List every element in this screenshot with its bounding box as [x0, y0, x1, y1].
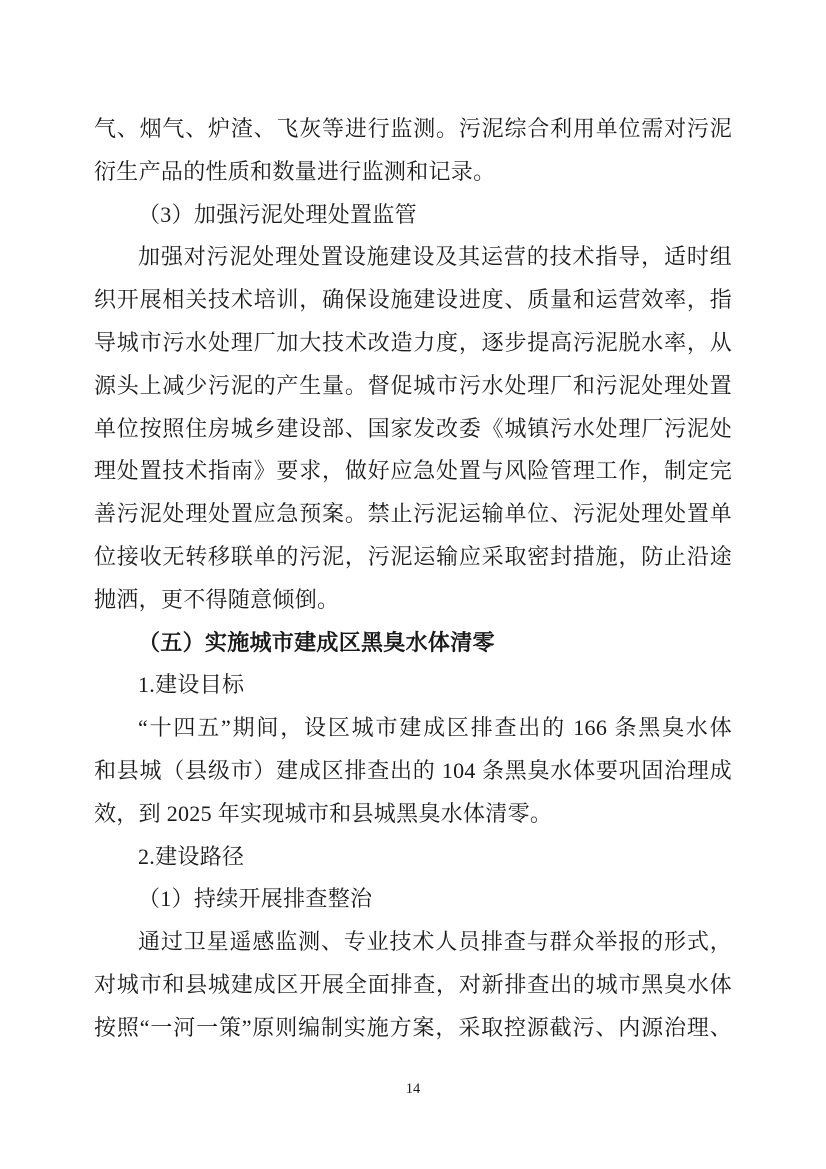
paragraph: [94, 707, 732, 835]
text-line: 理处置技术指南》要求，做好应急处置与风险管理工作，制定完: [94, 458, 732, 484]
heading-level-3: [94, 194, 732, 237]
text-line: 对城市和县城建成区开展全面排查，对新排查出的城市黑臭水体: [94, 971, 732, 997]
heading-text: （1）持续开展排查整治: [138, 886, 373, 912]
paragraph: [94, 236, 732, 621]
text-line: 衍生产品的性质和数量进行监测和记录。: [94, 158, 496, 184]
heading-level-2: [94, 664, 732, 707]
text-line: 和县城（县级市）建成区排查出的 104 条黑臭水体要巩固治理成: [94, 757, 732, 783]
text-line: 单位按照住房城乡建设部、国家发改委《城镇污水处理厂污泥处: [94, 415, 732, 441]
page-number: 14: [405, 1081, 421, 1097]
text-line: 气、烟气、炉渣、飞灰等进行监测。污泥综合利用单位需对污泥: [94, 116, 732, 141]
heading-level-1: [94, 622, 732, 665]
text-line: 善污泥处理处置应急预案。禁止污泥运输单位、污泥处理处置单: [94, 501, 732, 527]
text-line: 效，到 2025 年实现城市和县城黑臭水体清零。: [94, 800, 553, 826]
paragraph: [94, 108, 732, 194]
text-line: 源头上减少污泥的产生量。督促城市污水处理厂和污泥处理处置: [94, 372, 732, 398]
heading-text: （五）实施城市建成区黑臭水体清零: [138, 629, 495, 655]
heading-level-2: [94, 836, 732, 879]
paragraph: [94, 921, 732, 1049]
text-line: “十四五”期间，设区城市建成区排查出的 166 条黑臭水体: [138, 715, 732, 741]
text-line: 加强对污泥处理处置设施建设及其运营的技术指导，适时组: [138, 244, 732, 270]
heading-text: 1.建设目标: [138, 672, 245, 698]
heading-text: （3）加强污泥处理处置监管: [138, 201, 417, 227]
text-line: 按照“一河一策”原则编制实施方案，采取控源截污、内源治理、: [94, 1014, 732, 1040]
text-line: 抛洒，更不得随意倾倒。: [94, 586, 340, 612]
text-line: 织开展相关技术培训，确保设施建设进度、质量和运营效率，指: [94, 287, 732, 313]
heading-text: 2.建设路径: [138, 843, 245, 869]
heading-level-3: [94, 878, 732, 921]
text-line: 位接收无转移联单的污泥，污泥运输应采取密封措施，防止沿途: [94, 543, 732, 569]
text-line: 导城市污水处理厂加大技术改造力度，逐步提高污泥脱水率，从: [94, 329, 732, 355]
page-content: [94, 108, 732, 1050]
text-line: 通过卫星遥感监测、专业技术人员排查与群众举报的形式，: [138, 929, 732, 955]
